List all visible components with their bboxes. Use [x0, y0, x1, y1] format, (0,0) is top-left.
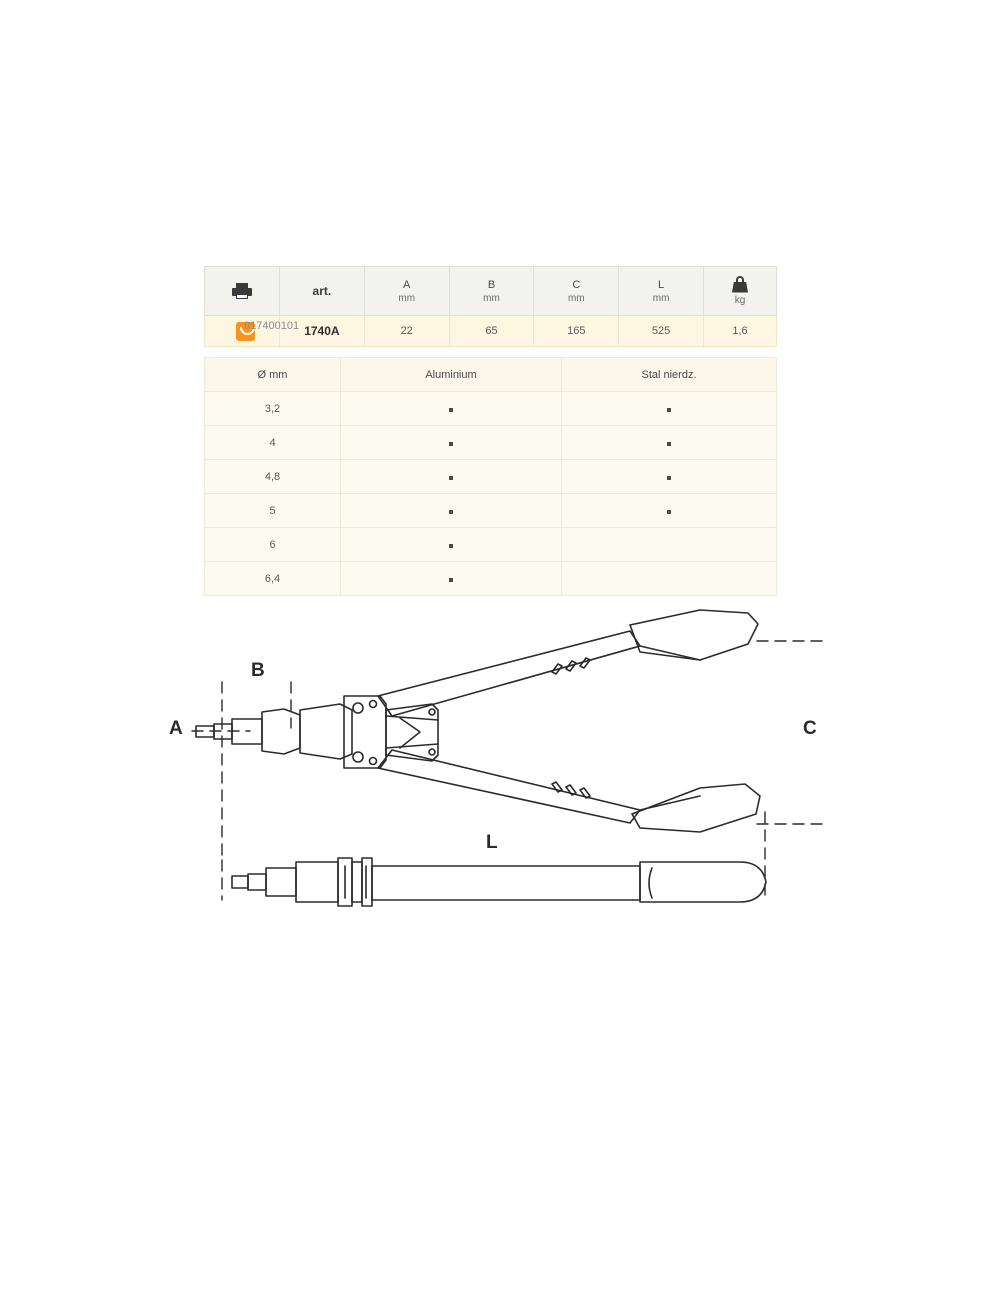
dim-label-a: A — [169, 718, 183, 739]
dot-icon — [449, 578, 453, 582]
diameter-alu-mark — [341, 494, 562, 528]
diameter-inox-mark — [562, 460, 777, 494]
print-header-cell[interactable] — [205, 267, 280, 316]
upper-arm — [378, 631, 640, 716]
header-weight-unit: kg — [734, 294, 746, 306]
header-b — [449, 267, 534, 316]
diameter-value: 6 — [205, 528, 341, 562]
cell-l: 525 — [619, 316, 704, 347]
l-collar-3 — [362, 858, 372, 906]
header-a — [364, 267, 449, 316]
linkage-pin-top — [429, 709, 435, 715]
dot-icon — [449, 442, 453, 446]
table-row — [205, 392, 777, 426]
diameter-alu-mark — [341, 528, 562, 562]
dot-icon — [667, 408, 671, 412]
diameter-alu-mark — [341, 392, 562, 426]
linkage-line-1 — [386, 716, 438, 720]
l-collar-2 — [352, 862, 362, 902]
diameter-inox-mark — [562, 562, 777, 596]
cell-code: 017400101 — [244, 320, 300, 332]
header-a-label: A — [403, 278, 411, 291]
dot-icon — [667, 510, 671, 514]
diameter-header-alu: Aluminium — [341, 358, 562, 392]
pivot-plate — [344, 696, 386, 768]
table-row — [205, 562, 777, 596]
linkage-block — [386, 704, 438, 761]
diameter-header-dia: Ø mm — [205, 358, 341, 392]
header-c-label: C — [572, 278, 581, 291]
tool-body-front — [262, 709, 300, 754]
header-c — [534, 267, 619, 316]
dim-label-l: L — [486, 832, 498, 853]
header-l — [619, 267, 704, 316]
cell-art: 1740A — [280, 316, 365, 347]
pivot-pin-bottom — [370, 758, 377, 765]
dot-icon — [667, 442, 671, 446]
dot-icon — [449, 476, 453, 480]
diameter-value: 6,4 — [205, 562, 341, 596]
arm-ridge-l2 — [566, 785, 576, 795]
dot-icon — [449, 510, 453, 514]
lower-arm — [378, 750, 640, 823]
diameter-alu-mark — [341, 426, 562, 460]
linkage-pin-bottom — [429, 749, 435, 755]
arm-ridge-l1 — [552, 782, 562, 792]
l-handle-shaft — [372, 866, 640, 900]
diameter-alu-mark — [341, 562, 562, 596]
spec-table-header-row — [205, 267, 777, 316]
diameter-value: 5 — [205, 494, 341, 528]
table-row — [205, 460, 777, 494]
linkage-line-2 — [386, 744, 438, 748]
diameter-inox-mark — [562, 426, 777, 460]
pivot-pin-top — [370, 701, 377, 708]
diameter-value: 4 — [205, 426, 341, 460]
table-row — [205, 528, 777, 562]
technical-drawing — [0, 600, 1000, 1000]
table-row — [205, 494, 777, 528]
header-a-unit: mm — [398, 292, 416, 304]
spec-table-container — [204, 266, 777, 347]
l-nose-sleeve — [266, 868, 296, 896]
cell-weight: 1,6 — [704, 316, 777, 347]
header-weight — [704, 267, 777, 316]
dot-icon — [449, 544, 453, 548]
linkage-inner — [400, 718, 420, 748]
cell-b: 65 — [449, 316, 534, 347]
header-l-unit: mm — [652, 292, 670, 304]
l-nose-tip — [232, 876, 248, 888]
drawing-svg — [0, 600, 1000, 1000]
header-b-label: B — [487, 278, 496, 291]
lower-grip-seam — [640, 796, 700, 810]
diameter-table — [204, 357, 777, 596]
arm-ridge-u3 — [580, 658, 590, 668]
table-row — [205, 426, 777, 460]
diameter-inox-mark — [562, 392, 777, 426]
diameter-header-inox: Stal nierdz. — [562, 358, 777, 392]
dot-icon — [667, 476, 671, 480]
l-body — [296, 862, 338, 902]
header-art: art. — [280, 267, 365, 316]
l-nose-shaft — [248, 874, 266, 890]
header-c-unit: mm — [567, 292, 585, 304]
l-grip — [640, 862, 766, 902]
header-l-label: L — [658, 278, 665, 291]
weight-icon — [731, 276, 749, 293]
pivot-bolt-bottom — [353, 752, 363, 762]
dot-icon — [449, 408, 453, 412]
diameter-inox-mark — [562, 494, 777, 528]
upper-grip — [630, 610, 758, 660]
diameter-inox-mark — [562, 528, 777, 562]
l-grip-seam — [649, 868, 652, 898]
diameter-table-container — [204, 357, 777, 596]
dim-label-c: C — [803, 718, 817, 739]
pivot-bolt-top — [353, 703, 363, 713]
diameter-header-row — [205, 358, 777, 392]
dim-label-b: B — [251, 660, 265, 681]
printer-icon[interactable] — [232, 283, 252, 299]
cell-c: 165 — [534, 316, 619, 347]
diameter-value: 3,2 — [205, 392, 341, 426]
header-b-unit: mm — [483, 292, 500, 304]
cell-a: 22 — [364, 316, 449, 347]
diameter-alu-mark — [341, 460, 562, 494]
diameter-value: 4,8 — [205, 460, 341, 494]
